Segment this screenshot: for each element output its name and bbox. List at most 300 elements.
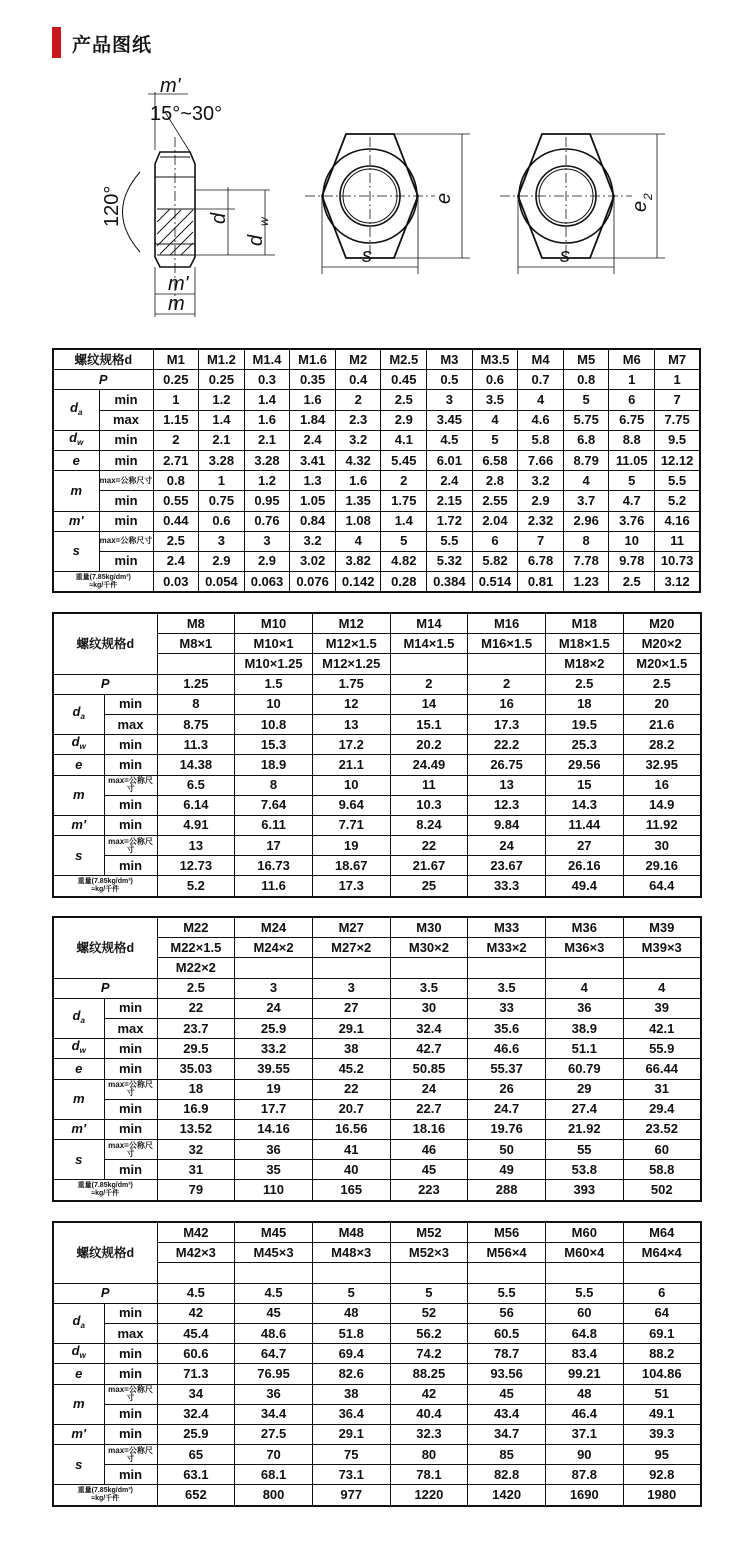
value-cell: 24 [468,836,546,856]
label-weight [53,876,157,897]
value-cell: 0.35 [290,370,336,390]
row-label-text: d [71,1038,80,1054]
value-cell: 3.2 [290,531,336,551]
value-cell: 56 [468,1303,546,1323]
label-d: d [208,212,230,224]
value-cell: 76.95 [235,1364,313,1384]
size-header-cell: M7 [655,349,701,370]
label-dw [53,735,104,755]
value-cell: 33.3 [468,876,546,897]
value-cell: 26 [468,1079,546,1099]
value-cell: 2.1 [244,430,290,450]
value-cell: 43.4 [468,1404,546,1424]
value-cell: 21.1 [312,755,390,775]
value-cell: 22 [312,1079,390,1099]
fine-thread-cell [235,1263,313,1283]
table-row [53,795,701,815]
value-cell: 15.3 [235,735,313,755]
table-row [53,613,701,634]
row-label-text: d [69,430,78,445]
value-cell: 21.92 [545,1119,623,1139]
value-cell: 18.9 [235,755,313,775]
label-min: min [99,390,153,410]
row-label-text: 螺纹规格d [76,1245,135,1260]
label-max: max [104,1018,157,1038]
row-label-text: m' [68,513,84,529]
value-cell: 3.41 [290,450,336,470]
value-cell: 3 [199,531,245,551]
fine-thread-cell: M18×2 [545,654,623,674]
value-cell: 29.1 [312,1424,390,1444]
value-cell: 29.16 [623,856,701,876]
label-min: min [104,735,157,755]
value-cell: 45.2 [312,1059,390,1079]
row-label-text: d [72,1312,81,1328]
value-cell: 6.14 [157,795,235,815]
value-cell: 85 [468,1445,546,1465]
label-max-nominal: max=公称尺寸 [104,775,157,795]
value-cell: 21.67 [390,856,468,876]
value-cell: 5 [563,390,609,410]
size-header-cell: M22 [157,917,235,938]
value-cell: 11.92 [623,815,701,835]
value-cell: 64.7 [235,1344,313,1364]
size-header-cell: M18 [545,613,623,634]
value-cell: 7.78 [563,551,609,571]
value-cell: 2.4 [290,430,336,450]
value-cell: 977 [312,1485,390,1506]
value-cell: 0.3 [244,370,290,390]
value-cell: 288 [468,1180,546,1201]
value-cell: 48.6 [235,1323,313,1343]
value-cell: 3.82 [335,551,381,571]
value-cell: 56.2 [390,1323,468,1343]
fine-thread-cell [312,1263,390,1283]
size-header-cell: M1.4 [244,349,290,370]
label-max-nominal: max=公称尺寸 [99,531,153,551]
value-cell: 25.9 [157,1424,235,1444]
table-row [53,430,700,450]
value-cell: 45 [468,1384,546,1404]
table-row [53,1079,701,1099]
value-cell: 15 [545,775,623,795]
value-cell: 29.4 [623,1099,701,1119]
value-cell: 1.2 [244,471,290,491]
value-cell: 3.7 [563,491,609,511]
table-row [53,1039,701,1059]
value-cell: 34 [157,1384,235,1404]
label-s1: s [362,245,372,267]
value-cell: 29.1 [312,1018,390,1038]
value-cell: 6 [609,390,655,410]
value-cell: 26.16 [545,856,623,876]
label-max: max [104,1323,157,1343]
size-header-cell: M6 [609,349,655,370]
label-min: min [99,450,153,470]
table-row [53,775,701,795]
value-cell: 2 [468,674,546,694]
value-cell: 13 [157,836,235,856]
fine-thread-cell: M30×2 [390,938,468,958]
spec-label [53,1222,157,1283]
spec-table-1 [52,348,701,593]
value-cell: 45 [390,1160,468,1180]
value-cell: 19.5 [545,714,623,734]
size-header-cell: M33 [468,917,546,938]
value-cell: 60 [545,1303,623,1323]
value-cell: 6.5 [157,775,235,795]
spec-label [53,349,153,370]
value-cell: 10.3 [390,795,468,815]
value-cell: 22 [157,998,235,1018]
label-mp [53,1119,104,1139]
fine-thread-cell: M12×1.5 [312,634,390,654]
value-cell: 51 [623,1384,701,1404]
value-cell: 17 [235,836,313,856]
value-cell: 38 [312,1384,390,1404]
value-cell: 19 [312,836,390,856]
value-cell: 2.5 [623,674,701,694]
value-cell: 7.75 [655,410,701,430]
fine-thread-cell: M10×1 [235,634,313,654]
label-m [53,1384,104,1424]
table-row [53,1445,701,1465]
value-cell: 3 [244,531,290,551]
weight-label-line2: ≈kg/千件 [91,1190,120,1198]
value-cell: 35.03 [157,1059,235,1079]
value-cell: 0.95 [244,491,290,511]
value-cell: 33.2 [235,1039,313,1059]
value-cell: 79 [157,1180,235,1201]
label-min: min [104,1059,157,1079]
table-row [53,1099,701,1119]
value-cell: 63.1 [157,1465,235,1485]
value-cell: 3.5 [468,978,546,998]
value-cell: 4.82 [381,551,427,571]
value-cell: 73.1 [312,1465,390,1485]
value-cell: 38.9 [545,1018,623,1038]
value-cell: 1 [609,370,655,390]
value-cell: 24 [390,1079,468,1099]
fine-thread-cell: M8×1 [157,634,235,654]
value-cell: 1.75 [381,491,427,511]
size-header-cell: M1.6 [290,349,336,370]
value-cell: 4.91 [157,815,235,835]
label-min: min [104,1039,157,1059]
value-cell: 99.21 [545,1364,623,1384]
value-cell: 45 [235,1303,313,1323]
table-row [53,551,700,571]
value-cell: 4 [623,978,701,998]
table-row [53,998,701,1018]
fine-thread-cell [545,958,623,978]
row-label-text: d [72,1007,81,1023]
value-cell: 64.4 [623,876,701,897]
value-cell: 36 [545,998,623,1018]
row-label-text: P [100,980,110,996]
fine-thread-cell: M48×3 [312,1243,390,1263]
weight-label-line1: 重量(7.85kg/dm³) [77,878,133,886]
value-cell: 2.1 [199,430,245,450]
table-row [53,694,701,714]
value-cell: 8 [235,775,313,795]
value-cell: 2.5 [609,572,655,593]
label-min: min [99,430,153,450]
value-cell: 3.45 [427,410,473,430]
value-cell: 82.6 [312,1364,390,1384]
table-row [53,511,700,531]
value-cell: 68.1 [235,1465,313,1485]
table-row [53,836,701,856]
value-cell: 39 [623,998,701,1018]
weight-label-line2: ≈kg/千件 [91,1495,120,1503]
value-cell: 19 [235,1079,313,1099]
size-header-cell: M3 [427,349,473,370]
value-cell: 53.8 [545,1160,623,1180]
table-row [53,1485,701,1506]
value-cell: 25 [390,876,468,897]
value-cell: 32 [157,1140,235,1160]
value-cell: 0.55 [153,491,199,511]
table-row [53,410,700,430]
value-cell: 1.72 [427,511,473,531]
value-cell: 42.7 [390,1039,468,1059]
label-max-nominal: max=公称尺寸 [104,1140,157,1160]
value-cell: 46.4 [545,1404,623,1424]
table-row [53,815,701,835]
value-cell: 6 [623,1283,701,1303]
row-label-text: d [70,399,78,415]
table-row [53,370,700,390]
value-cell: 393 [545,1180,623,1201]
value-cell: 50.85 [390,1059,468,1079]
size-header-cell: M27 [312,917,390,938]
value-cell: 5.75 [563,410,609,430]
value-cell: 14 [390,694,468,714]
value-cell: 55 [545,1140,623,1160]
label-m [53,775,104,815]
value-cell: 0.6 [199,511,245,531]
value-cell: 55.37 [468,1059,546,1079]
label-m [53,471,99,511]
weight-label-line1: 重量(7.85kg/dm³) [77,1182,133,1190]
fine-thread-cell [390,654,468,674]
value-cell: 6 [472,531,518,551]
value-cell: 37.1 [545,1424,623,1444]
table-row [53,1283,701,1303]
value-cell: 110 [235,1180,313,1201]
value-cell: 48 [545,1384,623,1404]
value-cell: 2.5 [381,390,427,410]
section-header [52,22,652,58]
label-max-nominal: max=公称尺寸 [104,1079,157,1099]
value-cell: 7.71 [312,815,390,835]
value-cell: 0.5 [427,370,473,390]
label-e [53,1364,104,1384]
value-cell: 27.5 [235,1424,313,1444]
value-cell: 49 [468,1160,546,1180]
value-cell: 3.02 [290,551,336,571]
value-cell: 1.15 [153,410,199,430]
value-cell: 6.78 [518,551,564,571]
value-cell: 10 [609,531,655,551]
value-cell: 652 [157,1485,235,1506]
value-cell: 0.75 [199,491,245,511]
value-cell: 10.8 [235,714,313,734]
value-cell: 2.9 [244,551,290,571]
size-header-cell: M5 [563,349,609,370]
table-row [53,491,700,511]
size-header-cell: M20 [623,613,701,634]
value-cell: 13 [312,714,390,734]
size-header-cell: M48 [312,1222,390,1243]
value-cell: 1.4 [199,410,245,430]
value-cell: 8.75 [157,714,235,734]
table-row [53,1384,701,1404]
value-cell: 18.67 [312,856,390,876]
value-cell: 0.514 [472,572,518,593]
row-label-sub: w [79,1046,86,1056]
value-cell: 0.142 [335,572,381,593]
size-header-cell: M24 [235,917,313,938]
value-cell: 32.95 [623,755,701,775]
value-cell: 0.03 [153,572,199,593]
value-cell: 5 [312,1283,390,1303]
fine-thread-cell [235,958,313,978]
fine-thread-cell [468,958,546,978]
value-cell: 5 [609,471,655,491]
value-cell: 4.5 [235,1283,313,1303]
size-header-cell: M2.5 [381,349,427,370]
value-cell: 27 [545,836,623,856]
value-cell: 1.2 [199,390,245,410]
size-header-cell: M52 [390,1222,468,1243]
size-header-cell: M42 [157,1222,235,1243]
value-cell: 0.4 [335,370,381,390]
value-cell: 0.44 [153,511,199,531]
label-s [53,1445,104,1485]
value-cell: 1.6 [290,390,336,410]
value-cell: 5.5 [427,531,473,551]
value-cell: 64 [623,1303,701,1323]
table-row [53,1323,701,1343]
value-cell: 2.96 [563,511,609,531]
size-header-cell: M1.2 [199,349,245,370]
value-cell: 88.25 [390,1364,468,1384]
value-cell: 25.3 [545,735,623,755]
size-header-cell: M14 [390,613,468,634]
row-label-text: m' [71,817,87,833]
label-max-nominal: max=公称尺寸 [104,836,157,856]
value-cell: 9.84 [468,815,546,835]
fine-thread-cell [390,1263,468,1283]
value-cell: 1.05 [290,491,336,511]
value-cell: 24 [235,998,313,1018]
value-cell: 0.45 [381,370,427,390]
value-cell: 3.5 [390,978,468,998]
value-cell: 14.38 [157,755,235,775]
value-cell: 78.1 [390,1465,468,1485]
row-label-sub: a [80,711,85,721]
label-120-angle: 120° [101,185,123,227]
value-cell: 2 [153,430,199,450]
value-cell: 12.12 [655,450,701,470]
value-cell: 9.64 [312,795,390,815]
value-cell: 28.2 [623,735,701,755]
value-cell: 1.5 [235,674,313,694]
size-header-cell: M36 [545,917,623,938]
value-cell: 5.5 [468,1283,546,1303]
value-cell: 15.1 [390,714,468,734]
value-cell: 88.2 [623,1344,701,1364]
row-label-text: m' [71,1426,87,1442]
value-cell: 0.76 [244,511,290,531]
label-m-top: m' [160,75,181,97]
value-cell: 5 [472,430,518,450]
value-cell: 8.8 [609,430,655,450]
row-label-text: 螺纹规格d [76,636,135,651]
row-label-text: s [72,543,80,559]
size-header-cell: M8 [157,613,235,634]
value-cell: 52 [390,1303,468,1323]
value-cell: 1.25 [157,674,235,694]
fine-thread-cell [468,654,546,674]
value-cell: 39.55 [235,1059,313,1079]
label-e: e [433,192,455,204]
row-label-text: d [71,1343,80,1359]
value-cell: 3 [427,390,473,410]
value-cell: 14.16 [235,1119,313,1139]
value-cell: 3.2 [518,471,564,491]
value-cell: 1.6 [244,410,290,430]
size-header-cell: M16 [468,613,546,634]
value-cell: 3.28 [244,450,290,470]
value-cell: 7.66 [518,450,564,470]
value-cell: 8.79 [563,450,609,470]
value-cell: 1.08 [335,511,381,531]
size-header-cell: M12 [312,613,390,634]
label-max-nominal: max=公称尺寸 [104,1445,157,1465]
value-cell: 5.8 [518,430,564,450]
value-cell: 11.3 [157,735,235,755]
fine-thread-cell: M27×2 [312,938,390,958]
value-cell: 14.9 [623,795,701,815]
label-m1: m' [168,273,189,295]
value-cell: 65 [157,1445,235,1465]
row-label-text: m' [71,1121,87,1137]
value-cell: 4.6 [518,410,564,430]
fine-thread-cell: M64×4 [623,1243,701,1263]
value-cell: 42 [157,1303,235,1323]
label-dw-sub: w [257,217,271,226]
value-cell: 26.75 [468,755,546,775]
value-cell: 1980 [623,1485,701,1506]
value-cell: 3.28 [199,450,245,470]
value-cell: 16.73 [235,856,313,876]
value-cell: 18 [545,694,623,714]
size-header-cell: M2 [335,349,381,370]
label-dw [53,430,99,450]
value-cell: 8 [157,694,235,714]
table-row [53,450,700,470]
value-cell: 0.7 [518,370,564,390]
value-cell: 60.79 [545,1059,623,1079]
value-cell: 3.2 [335,430,381,450]
value-cell: 17.2 [312,735,390,755]
value-cell: 5 [381,531,427,551]
value-cell: 3.12 [655,572,701,593]
value-cell: 5.5 [655,471,701,491]
